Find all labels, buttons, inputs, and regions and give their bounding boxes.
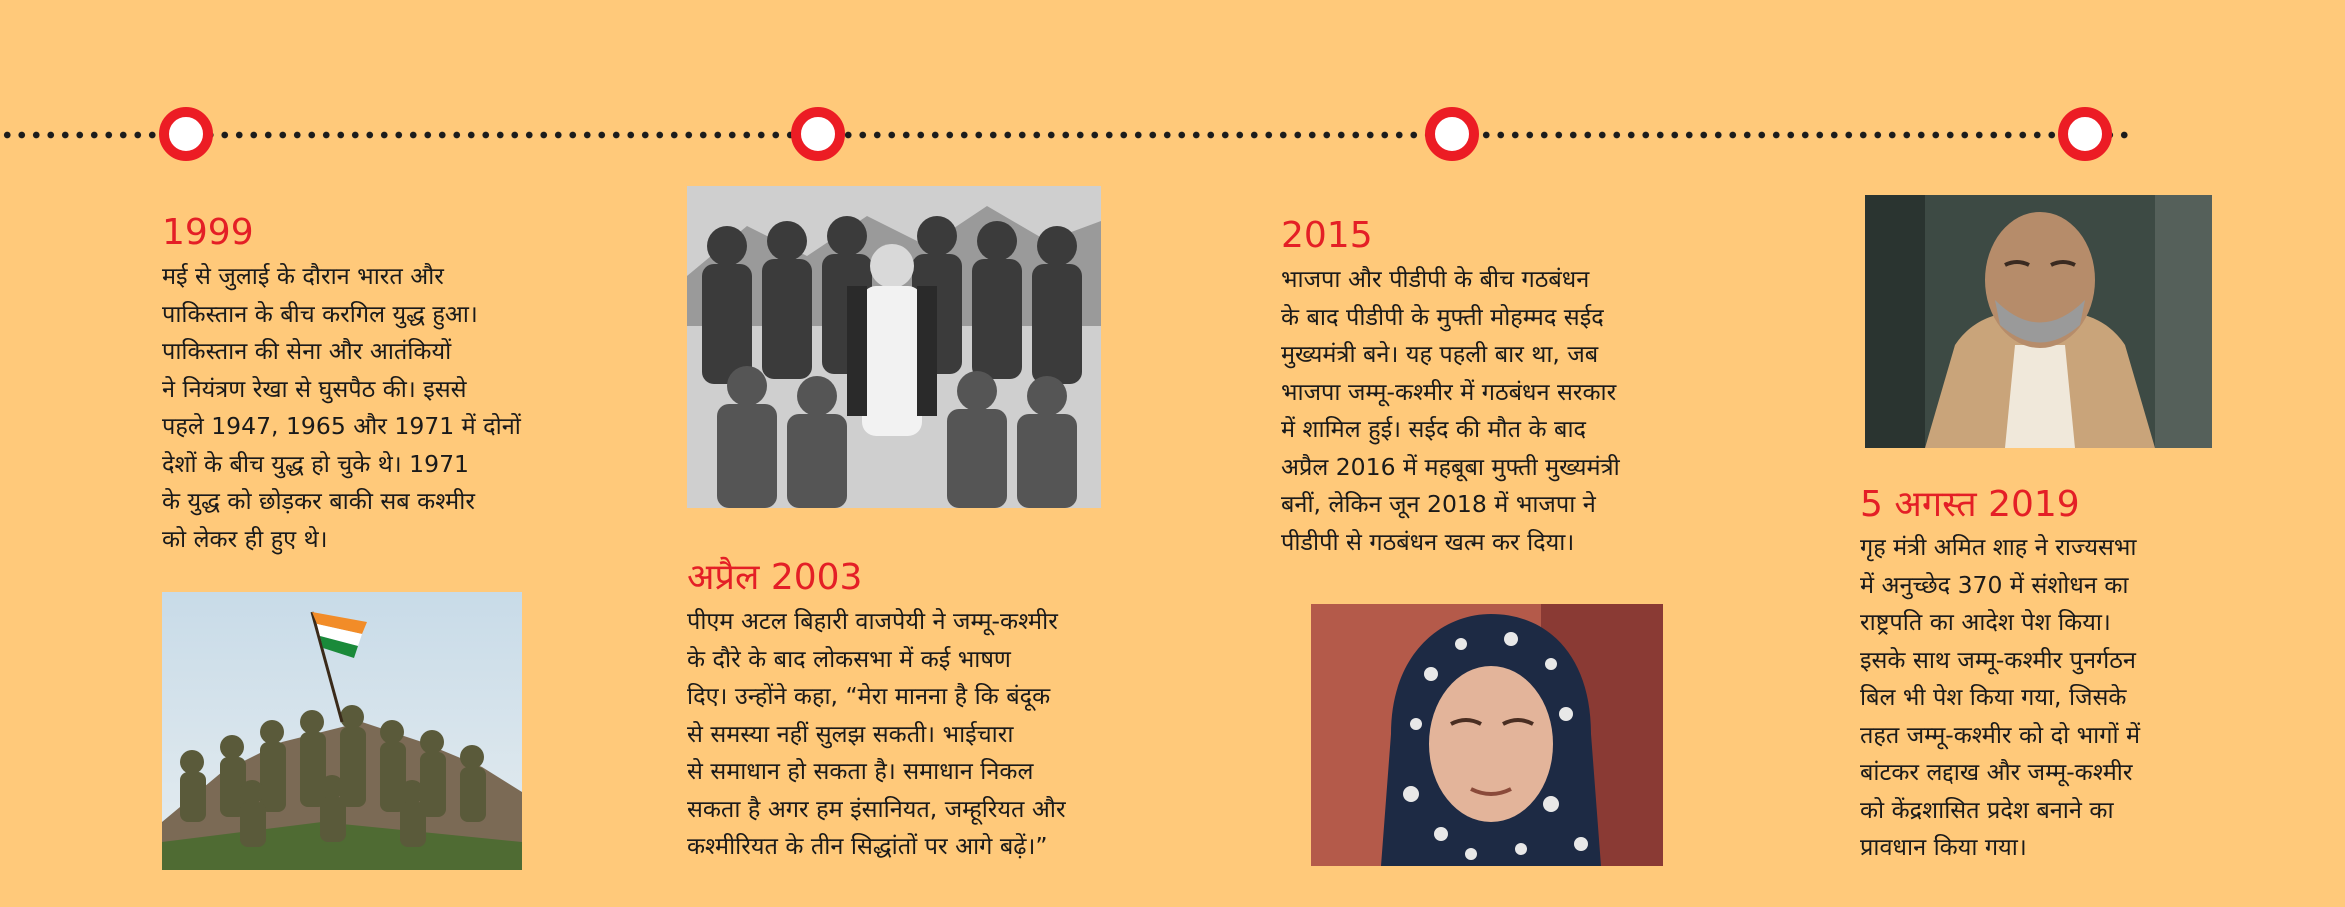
timeline-marker-2019 [2058, 107, 2112, 161]
timeline-dotted-line [0, 131, 2130, 139]
text-line: राष्ट्रपति का आदेश पेश किया। [1860, 608, 2111, 636]
text-line: इसके साथ जम्मू-कश्मीर पुनर्गठन [1860, 645, 2136, 674]
mehbooba-mufti-photo [1311, 604, 1663, 866]
event-description-1999 [162, 258, 521, 558]
timeline-marker-1999 [159, 107, 213, 161]
text-line: मई से जुलाई के दौरान भारत और [162, 262, 444, 290]
text-line: में अनुच्छेद 370 में संशोधन का [1860, 570, 2129, 599]
timeline-marker-2015 [1425, 107, 1479, 161]
text-line: तहत जम्मू-कश्मीर को दो भागों में [1860, 720, 2141, 749]
text-line: देशों के बीच युद्ध हो चुके थे। 1971 [162, 449, 469, 478]
event-year-2015: 2015 [1281, 215, 1373, 256]
text-line: भाजपा और पीडीपी के बीच गठबंधन [1281, 265, 1590, 293]
text-line: के बाद पीडीपी के मुफ्ती मोहम्मद सईद [1281, 302, 1604, 331]
amit-shah-photo [1865, 195, 2212, 448]
vajpayee-with-army-photo [687, 186, 1101, 508]
text-line: में शामिल हुई। सईद की मौत के बाद [1281, 415, 1587, 443]
text-line: पाकिस्तान की सेना और आतंकियों [162, 337, 452, 365]
text-line: के दौरे के बाद लोकसभा में कई भाषण [687, 644, 1011, 673]
text-line: के युद्ध को छोड़कर बाकी सब कश्मीर [162, 487, 475, 515]
timeline-marker-2003 [791, 107, 845, 161]
text-line: को केंद्रशासित प्रदेश बनाने का [1860, 795, 2114, 824]
text-line: को लेकर ही हुए थे। [162, 524, 328, 553]
text-line: भाजपा जम्मू-कश्मीर में गठबंधन सरकार [1281, 377, 1617, 406]
kargil-soldiers-photo [162, 592, 522, 870]
text-line: पाकिस्तान के बीच करगिल युद्ध हुआ। [162, 299, 478, 328]
text-line: बनीं, लेकिन जून 2018 में भाजपा ने [1281, 490, 1596, 518]
event-year-1999: 1999 [162, 212, 254, 253]
text-line: पीएम अटल बिहारी वाजपेयी ने जम्मू-कश्मीर [687, 607, 1058, 635]
text-line: ने नियंत्रण रेखा से घुसपैठ की। इससे [162, 374, 467, 403]
event-year-2019: 5 अगस्त 2019 [1860, 484, 2080, 525]
event-description-2003 [687, 603, 1066, 866]
text-line: बांटकर लद्दाख और जम्मू-कश्मीर [1860, 758, 2133, 786]
text-line: बिल भी पेश किया गया, जिसके [1860, 683, 2127, 711]
text-line: सकता है अगर हम इंसानियत, जम्हूरियत और [687, 794, 1066, 823]
text-line: मुख्यमंत्री बने। यह पहली बार था, जब [1281, 340, 1599, 368]
event-description-2019 [1860, 529, 2140, 867]
text-line: गृह मंत्री अमित शाह ने राज्यसभा [1860, 533, 2137, 561]
text-line: प्रावधान किया गया। [1860, 833, 2027, 861]
event-description-2015 [1281, 261, 1620, 561]
text-line: पहले 1947, 1965 और 1971 में दोनों [162, 412, 521, 440]
text-line: पीडीपी से गठबंधन खत्म कर दिया। [1281, 527, 1575, 556]
text-line: कश्मीरियत के तीन सिद्धांतों पर आगे बढ़ें।” [687, 832, 1048, 860]
text-line: अप्रैल 2016 में महबूबा मुफ्ती मुख्यमंत्री [1281, 452, 1620, 481]
text-line: से समस्या नहीं सुलझ सकती। भाईचारा [687, 719, 1014, 748]
event-year-2003: अप्रैल 2003 [687, 557, 863, 598]
text-line: से समाधान हो सकता है। समाधान निकल [687, 757, 1034, 785]
text-line: दिए। उन्होंने कहा, “मेरा मानना है कि बंदूक [687, 682, 1051, 710]
